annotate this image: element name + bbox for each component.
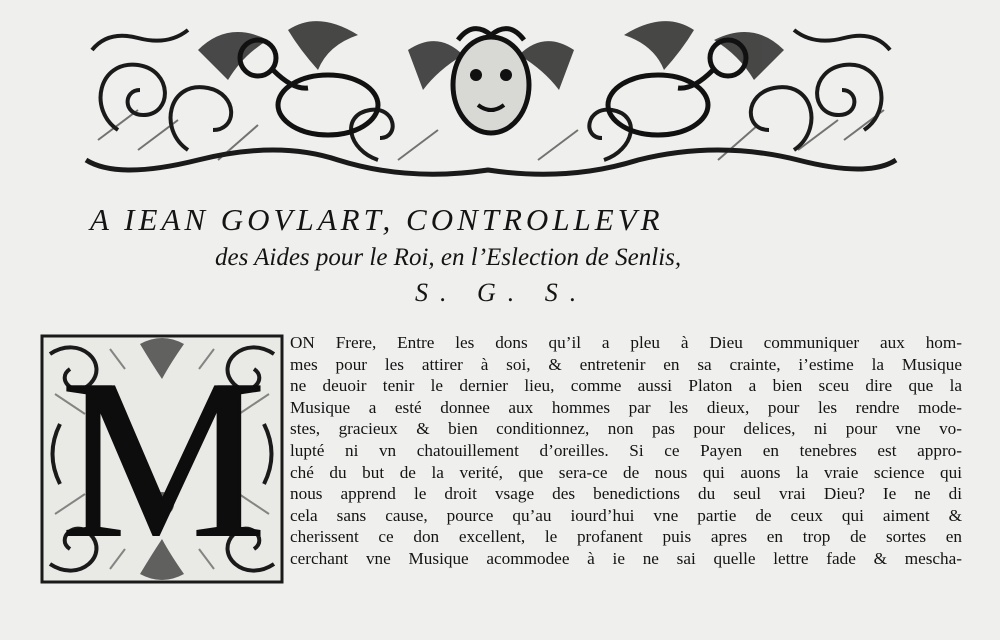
body-line: cela sans cause, pource qu’au iourd’hui vne partie de ceux qui aiment & — [290, 505, 962, 525]
body-line: cherissent ce don excellent, le profanent puis apres en trop de sortes en — [290, 527, 962, 547]
ornamental-headpiece — [78, 10, 904, 188]
salutation: S. G. S. — [415, 278, 589, 307]
body-line: Musique a esté donnee aux hommes par les dieux, pour les rendre mode- — [290, 397, 962, 417]
dedication-title: A IEAN GOVLART, CONTROLLEVR — [90, 202, 664, 237]
body-line: cerchant vne Musique acommodee à ie ne sai quelle lettre fade & mescha- — [290, 548, 962, 568]
dedication-subtitle: des Aides pour le Roi, en l’Eslection de Senlis, — [215, 244, 682, 271]
decorated-initial — [40, 331, 284, 586]
body-line: ne deuoir tenir le dernier lieu, comme aussi Platon a bien sceu dire que la — [290, 376, 962, 396]
body-line: mes pour les attirer à soi, & entretenir en sa crainte, i’estime la Musique — [290, 354, 962, 374]
body-paragraph — [290, 332, 962, 570]
initial-letter: M — [59, 331, 265, 586]
body-line: nous apprend le droit vsage des benedictions du seul vrai Dieu? Ie ne di — [290, 484, 962, 504]
body-line: ON Frere, Entre les dons qu’il a pleu à Dieu communiquer aux hom- — [290, 333, 962, 352]
body-line: ché du but de la verité, que sera-ce de nous qui auons la vraie science qui — [290, 462, 962, 482]
body-line: lupté ni vn chatouillement d’oreilles. Si ce Payen en tenebres est appro- — [290, 440, 962, 460]
body-line: stes, gracieux & bien conditionnez, non pas pour delices, ni pour vne vo- — [290, 419, 962, 439]
